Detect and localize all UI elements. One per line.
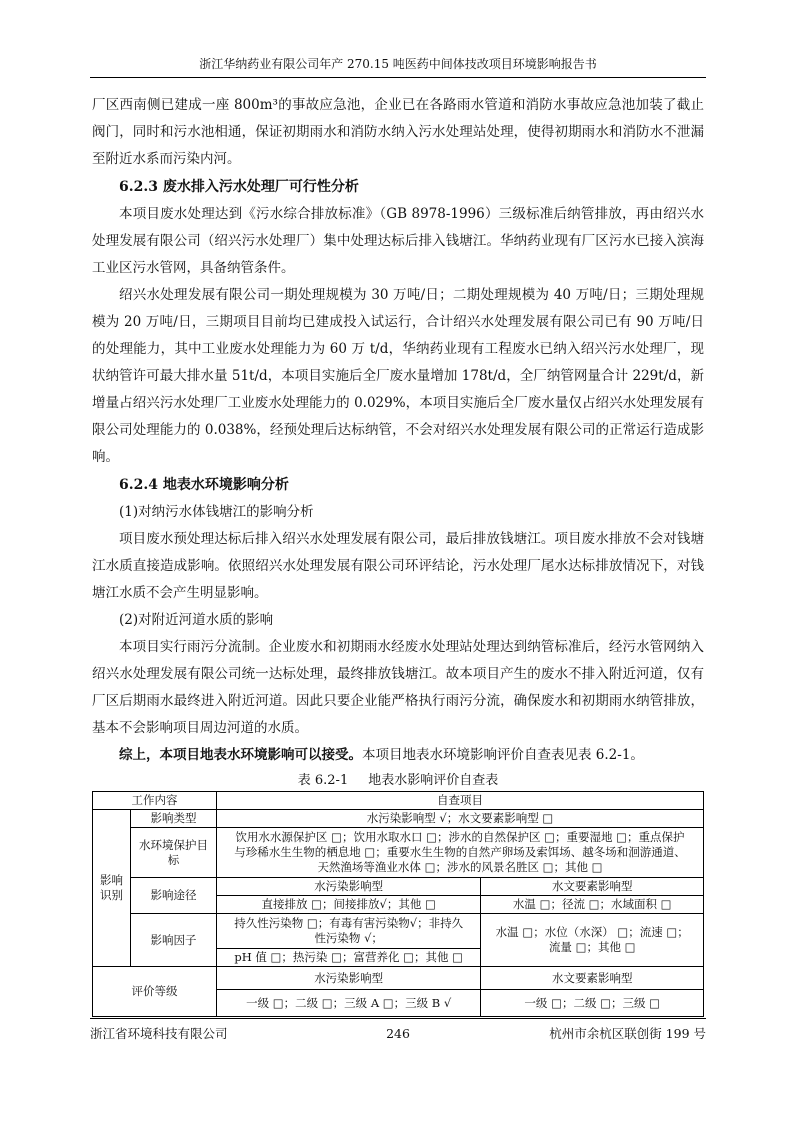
table-value-path-hydro: 水温 □；径流 □；水域面积 □ xyxy=(481,896,704,914)
table-grade-head-pollution: 水污染影响型 xyxy=(216,967,480,990)
section-heading-6-2-4: 6.2.4 地表水环境影响分析 xyxy=(119,477,289,493)
table-value-path-pollution: 直接排放 □；间接排放√；其他 □ xyxy=(216,896,480,914)
page-footer xyxy=(90,1018,706,1041)
table-value-factor-pollution-2: pH 值 □；热污染 □；富营养化 □；其他 □ xyxy=(216,949,480,967)
table-grade-value-hydro: 一级 □；二级 □；三级 □ xyxy=(481,990,704,1017)
table-head-check: 自查项目 xyxy=(216,792,703,810)
table-value-factor-pollution-1: 持久性污染物 □；有毒有害污染物√；非持久性污染物 √； xyxy=(216,914,480,949)
table-row-factor xyxy=(93,914,704,949)
paragraph-conclusion xyxy=(92,742,704,769)
footer-address: 杭州市余杭区联创街 199 号 xyxy=(549,1026,706,1041)
table-row-target xyxy=(93,828,704,878)
table-row-type xyxy=(93,810,704,828)
table-label-type: 影响类型 xyxy=(130,810,216,828)
table-caption-title: 地表水影响评价自查表 xyxy=(368,773,499,788)
paragraph-nearby-river: 本项目实行雨污分流制。企业废水和初期雨水经废水处理站处理达到纳管标准后，经污水管网纳入绍兴水处理发展有限公司统一达标处理，最终排放钱塘江。故本项目产生的废水不排入附近河道，仅有厂区后期雨水最终进入附近河道。因此只要企业能严格执行雨污分流，确保废水和初期雨水纳管排放，基本不会影响项目周边河道的水质。 xyxy=(92,639,704,736)
table-group-identify: 影响识别 xyxy=(93,810,131,967)
page-header xyxy=(90,56,706,78)
paragraph-treatment-capacity: 绍兴水处理发展有限公司一期处理规模为 30 万吨/日；二期处理规模为 40 万吨/日；三期处理规模为 20 万吨/日，三期项目目前均已建成投入试运行，合计绍兴水处理发展有限公司已有 90 万吨/日的处理能力，其中工业废水处理能力为 60 万 t/d，华纳药业现有工程废水已纳入绍兴污水处理厂，现状纳管许可最大排水量 51t/d，本项目实施后全厂废水量增加 178t/d，全厂纳管网量合计 229t/d，新增量占绍兴污水处理厂工业废水处理能力的 0.029%，本项目实施后全厂废水量仅占绍兴水处理发展有限公司处理能力的 0.038%，经预处理后达标纳管，不会对绍兴水处理发展有限公司的正常运行造成影响。 xyxy=(92,287,704,465)
table-value-factor-hydro: 水温 □；水位（水深） □；流速 □；流量 □；其他 □ xyxy=(481,914,704,967)
section-heading-6-2-3: 6.2.3 废水排入污水处理厂可行性分析 xyxy=(119,179,359,195)
table-grade-head-hydro: 水文要素影响型 xyxy=(481,967,704,990)
conclusion-bold: 综上，本项目地表水环境影响可以接受。 xyxy=(119,747,362,763)
table-head-work: 工作内容 xyxy=(93,792,217,810)
table-label-factor: 影响因子 xyxy=(130,914,216,967)
table-row-grade-head xyxy=(93,967,704,990)
table-value-target: 饮用水水源保护区 □；饮用水取水口 □；涉水的自然保护区 □；重要湿地 □；重点保护与珍稀水生生物的栖息地 □；重要水生生物的自然产卵场及索饵场、越冬场和洄游通道、天然渔场等渔业水体 □；涉水的风景名胜区 □；其他 □ xyxy=(216,828,703,878)
table-label-path: 影响途径 xyxy=(130,878,216,914)
table-label-target: 水环境保护目标 xyxy=(130,828,216,878)
subheading-nearby-river: (2)对附近河道水质的影响 xyxy=(119,612,274,628)
table-subhead-hydro: 水文要素影响型 xyxy=(481,878,704,896)
conclusion-rest: 本项目地表水环境影响评价自查表见表 6.2-1。 xyxy=(362,747,644,763)
table-caption xyxy=(92,771,704,791)
table-row-subheads xyxy=(93,878,704,896)
table-value-type: 水污染影响型 √；水文要素影响型 □ xyxy=(216,810,703,828)
table-header-row xyxy=(93,792,704,810)
footer-company: 浙江省环境科技有限公司 xyxy=(90,1026,228,1041)
self-check-table xyxy=(92,791,704,1017)
subheading-qiantang-river: (1)对纳污水体钱塘江的影响分析 xyxy=(119,504,314,520)
main-content xyxy=(92,92,704,1017)
table-caption-number: 表 6.2-1 xyxy=(297,773,349,788)
header-title: 浙江华纳药业有限公司年产 270.15 吨医药中间体技改项目环境影响报告书 xyxy=(199,57,597,71)
footer-page-number: 246 xyxy=(386,1026,410,1041)
table-label-grade: 评价等级 xyxy=(93,967,217,1017)
paragraph-emergency-pool: 厂区西南侧已建成一座 800m³的事故应急池，企业已在各路雨水管道和消防水事故应急池加装了截止阀门，同时和污水池相通，保证初期雨水和消防水纳入污水处理站处理，使得初期雨水和消防水不泄漏至附近水系而污染内河。 xyxy=(92,97,704,167)
paragraph-qiantang-impact: 项目废水预处理达标后排入绍兴水处理发展有限公司，最后排放钱塘江。项目废水排放不会对钱塘江水质直接造成影响。依照绍兴水处理发展有限公司环评结论，污水处理厂尾水达标排放情况下，对钱塘江水质不会产生明显影响。 xyxy=(92,531,704,601)
table-subhead-pollution: 水污染影响型 xyxy=(216,878,480,896)
paragraph-discharge-standard: 本项目废水处理达到《污水综合排放标准》（GB 8978-1996）三级标准后纳管排放，再由绍兴水处理发展有限公司（绍兴污水处理厂）集中处理达标后排入钱塘江。华纳药业现有厂区污水已接入滨海工业区污水管网，具备纳管条件。 xyxy=(92,206,704,276)
table-grade-value-pollution: 一级 □；二级 □；三级 A □；三级 B √ xyxy=(216,990,480,1017)
